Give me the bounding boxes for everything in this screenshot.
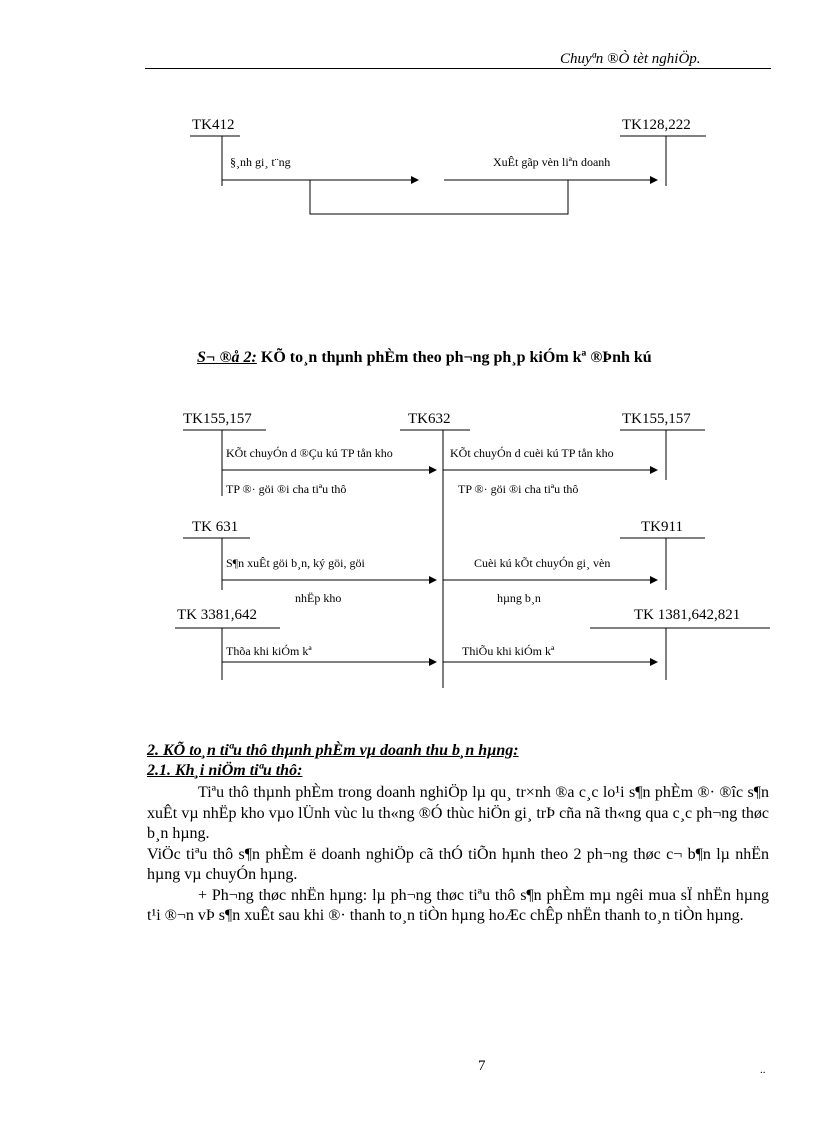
tk412-label: TK412 (192, 117, 235, 133)
tk3381-label: TK 3381,642 (177, 607, 257, 623)
entry-r2b: hµng b¸n (497, 591, 541, 605)
entry-r3: ThiÕu khi kiÓm kª (462, 644, 555, 658)
d1-left-label: §¸nh gi¸ t¨ng (230, 155, 291, 169)
tk632-label: TK632 (408, 411, 451, 427)
section-subheading: 2.1. Kh¸i niÖm tiªu thô: (147, 762, 303, 779)
entry-l1a: KÕt chuyÓn d ®Çu kú TP tån kho (226, 446, 393, 460)
entry-l1b: TP ®· göi ®i cha tiªu thô (226, 482, 347, 496)
tk1381-label: TK 1381,642,821 (634, 607, 741, 623)
footer-dots: .. (760, 1064, 766, 1076)
tk911-label: TK911 (641, 519, 683, 535)
header-title: Chuyªn ®Ò tèt nghiÖp. (560, 51, 701, 67)
page-number: 7 (478, 1058, 486, 1074)
tk631-label: TK 631 (192, 519, 239, 535)
tk155-right-label: TK155,157 (622, 411, 691, 427)
entry-r2a: Cuèi kú kÕt chuyÓn gi¸ vèn (474, 556, 611, 570)
entry-l3: Thõa khi kiÓm kª (226, 644, 312, 658)
body-text (147, 783, 769, 927)
diagram2-title-text: KÕ to¸n thµnh phÈm theo ph¬ng ph¸p kiÓm kª ®Þnh kú (256, 349, 652, 366)
paragraph-3: + Ph¬ng thøc nhËn hµng: lµ ph¬ng thøc tiªu thô s¶n phÈm mµ ngêi mua sÏ nhËn hµng t¹i ®¬n vÞ s¶n xuÊt sau khi ®· thanh to¸n tiÒn hµng hoÆc chÊp nhËn thanh to¸n tiÒn hµng. (147, 886, 769, 924)
diagram2-title (197, 349, 652, 367)
paragraph-2: ViÖc tiªu thô s¶n phÈm ë doanh nghiÖp cã thÓ tiÕn hµnh theo 2 ph¬ng thøc c¬ b¶n lµ nhËn hµng vµ chuyÓn hµng. (147, 845, 769, 883)
d1-connector (310, 180, 568, 214)
tk155-left-label: TK155,157 (183, 411, 252, 427)
entry-r1b: TP ®· göi ®i cha tiªu thô (458, 482, 579, 496)
entry-l2b: nhËp kho (295, 591, 342, 605)
paragraph-1: Tiªu thô thµnh phÈm trong doanh nghiÖp lµ qu¸ tr×nh ®a c¸c lo¹i s¶n phÈm ®· ®îc s¶n xuÊt vµ nhËp kho vµo lÜnh vùc lu th«ng ®Ó thùc hiÖn gi¸ trÞ cña nã th«ng qua c¸c ph¬ng thøc b¸n hµng. (147, 784, 769, 842)
entry-r1a: KÕt chuyÓn d cuèi kú TP tån kho (450, 446, 614, 460)
tk128-label: TK128,222 (622, 117, 691, 133)
diagram2-title-prefix: S¬ ®å 2: (197, 349, 257, 366)
d1-right-label: XuÊt gãp vèn liªn doanh (493, 155, 611, 169)
entry-l2a: S¶n xuÊt göi b¸n, ký göi, göi (226, 556, 365, 570)
section-heading: 2. KÕ to¸n tiªu thô thµnh phÈm vµ doanh thu b¸n hµng: (147, 742, 519, 759)
